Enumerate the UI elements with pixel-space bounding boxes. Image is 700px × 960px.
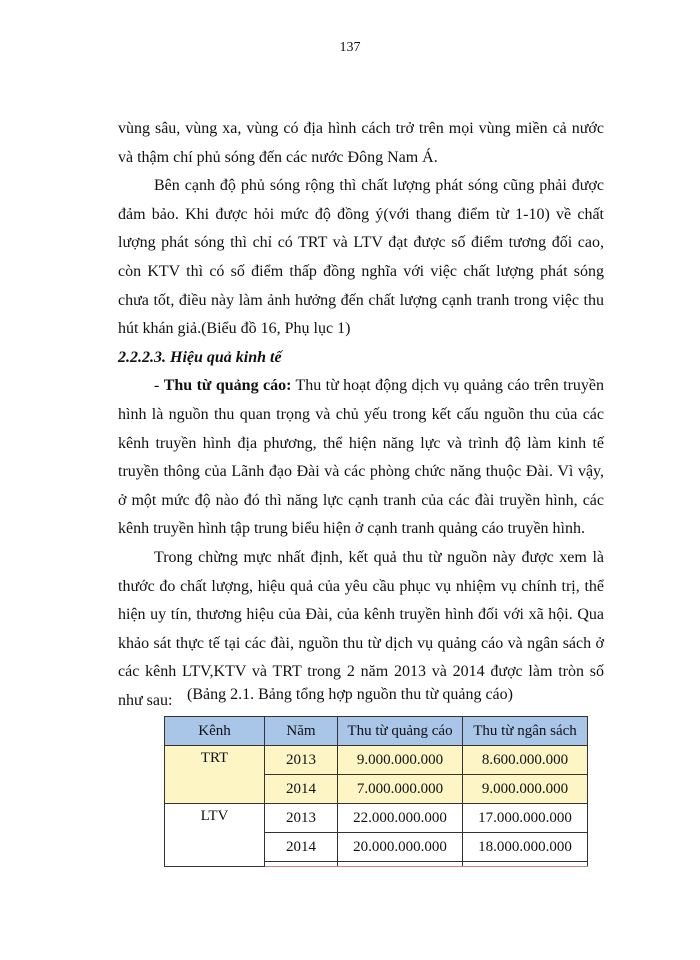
table-header-row bbox=[165, 717, 588, 746]
header-budget-revenue: Thu từ ngân sách bbox=[463, 717, 588, 746]
paragraph-3-lead: Thu từ quảng cáo: bbox=[163, 377, 292, 395]
year-cell: 2014 bbox=[265, 775, 338, 804]
paragraph-2: Bên cạnh độ phủ sóng rộng thì chất lượng phát sóng cũng phải được đảm bảo. Khi được hỏi mức độ đồng ý(với thang điểm từ 1-10) về chất lượng phát sóng thì chỉ có TRT và LTV đạt được số điểm tương đối cao, còn KTV thì có số điểm thấp đồng nghĩa với việc chất lượng phát sóng chưa tốt, điều này làm ảnh hưởng đến chất lượng cạnh tranh trong việc thu hút khán giả.(Biểu đồ 16, Phụ lục 1) bbox=[118, 177, 604, 338]
paragraph-3 bbox=[118, 372, 604, 544]
channel-cell: LTV bbox=[165, 804, 265, 867]
budget-cell: 9.000.000.000 bbox=[463, 775, 588, 804]
channel-cell: TRT bbox=[165, 746, 265, 804]
year-cell: 2013 bbox=[265, 746, 338, 775]
year-cell: 2014 bbox=[265, 833, 338, 862]
budget-cell: 8.600.000.000 bbox=[463, 746, 588, 775]
empty-cell bbox=[338, 862, 463, 867]
table-row bbox=[165, 804, 588, 833]
bullet-dash: - bbox=[154, 377, 164, 395]
header-year: Năm bbox=[265, 717, 338, 746]
body-text bbox=[118, 115, 604, 715]
ads-cell: 7.000.000.000 bbox=[338, 775, 463, 804]
revenue-table bbox=[164, 716, 588, 867]
header-channel: Kênh bbox=[165, 717, 265, 746]
table-row bbox=[165, 746, 588, 775]
ads-cell: 9.000.000.000 bbox=[338, 746, 463, 775]
ads-cell: 22.000.000.000 bbox=[338, 804, 463, 833]
paragraph-4: Trong chừng mực nhất định, kết quả thu từ nguồn này được xem là thước đo chất lượng, hiệu quả của yêu cầu phục vụ nhiệm vụ chính trị, thể hiện uy tín, thương hiệu của Đài, của kênh truyền hình đối với xã hội. Qua khảo sát thực tế tại các đài, nguồn thu từ dịch vụ quảng cáo và ngân sách ở các kênh LTV,KTV và TRT trong 2 năm 2013 và 2014 được làm tròn số như sau: bbox=[118, 548, 604, 709]
empty-cell bbox=[463, 862, 588, 867]
table-caption: (Bảng 2.1. Bảng tổng hợp nguồn thu từ quảng cáo) bbox=[187, 686, 513, 703]
budget-cell: 18.000.000.000 bbox=[463, 833, 588, 862]
header-ad-revenue: Thu từ quảng cáo bbox=[338, 717, 463, 746]
paragraph-1: vùng sâu, vùng xa, vùng có địa hình cách trở trên mọi vùng miền cả nước và thậm chí phủ sóng đến các nước Đông Nam Á. bbox=[118, 120, 604, 166]
budget-cell: 17.000.000.000 bbox=[463, 804, 588, 833]
ads-cell: 20.000.000.000 bbox=[338, 833, 463, 862]
paragraph-3-text: Thu từ hoạt động dịch vụ quảng cáo trên truyền hình là nguồn thu quan trọng và chủ yếu trong kết cấu nguồn thu của các kênh truyền hình địa phương, thể hiện năng lực và trình độ làm kinh tế truyền thông của Lãnh đạo Đài và các phòng chức năng thuộc Đài. Vì vậy, ở một mức độ nào đó thì năng lực cạnh tranh của các đài truyền hình, các kênh truyền hình tập trung biểu hiện ở cạnh tranh quảng cáo truyền hình. bbox=[118, 377, 605, 538]
section-heading: 2.2.2.3. Hiệu quả kinh tế bbox=[118, 348, 282, 366]
page-number: 137 bbox=[339, 40, 361, 55]
year-cell: 2013 bbox=[265, 804, 338, 833]
empty-cell bbox=[265, 862, 338, 867]
